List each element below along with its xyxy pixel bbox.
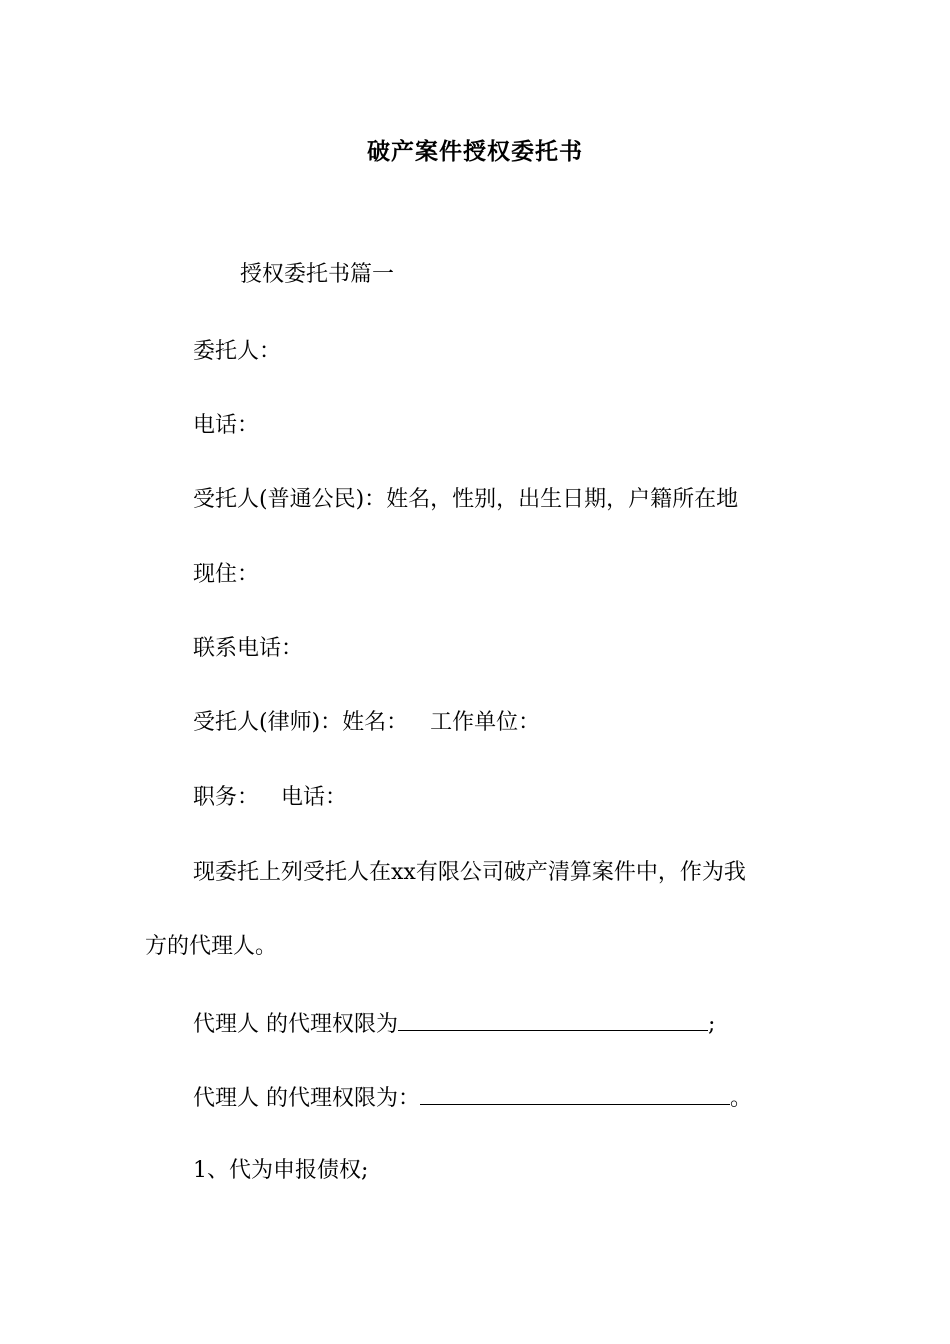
authority-1-end: ; <box>708 1012 716 1037</box>
contact-phone-line: 联系电话： <box>193 636 304 661</box>
authority-line-2 <box>193 1078 752 1117</box>
entrust-line-2: 方的代理人。 <box>145 934 278 959</box>
position-phone-label: 电话： <box>281 785 348 810</box>
section-heading: 授权委托书篇一 <box>240 262 395 287</box>
agent-lawyer-name-label: 受托人(律师)：姓名： <box>193 710 409 735</box>
authority-2-blank <box>420 1078 730 1105</box>
residence-line: 现住： <box>193 562 260 587</box>
agent-citizen-line: 受托人(普通公民)：姓名，性别，出生日期，户籍所在地 <box>193 487 739 512</box>
agent-lawyer-workplace-label: 工作单位： <box>430 710 541 735</box>
authority-2-label: 代理人 的代理权限为： <box>193 1086 420 1111</box>
authority-1-blank <box>398 1004 708 1031</box>
authority-1-label: 代理人 的代理权限为 <box>193 1012 398 1037</box>
authority-2-end: 。 <box>730 1086 753 1111</box>
item-1-line: 1、代为申报债权; <box>193 1158 369 1183</box>
client-line: 委托人： <box>193 339 282 364</box>
document-title: 破产案件授权委托书 <box>367 138 583 165</box>
position-line <box>193 780 347 816</box>
entrust-line-1: 现委托上列受托人在xx有限公司破产清算案件中，作为我 <box>193 860 746 885</box>
position-label: 职务： <box>193 785 260 810</box>
authority-line-1 <box>193 1004 715 1043</box>
agent-lawyer-line <box>193 705 540 741</box>
phone-line: 电话： <box>193 413 260 438</box>
